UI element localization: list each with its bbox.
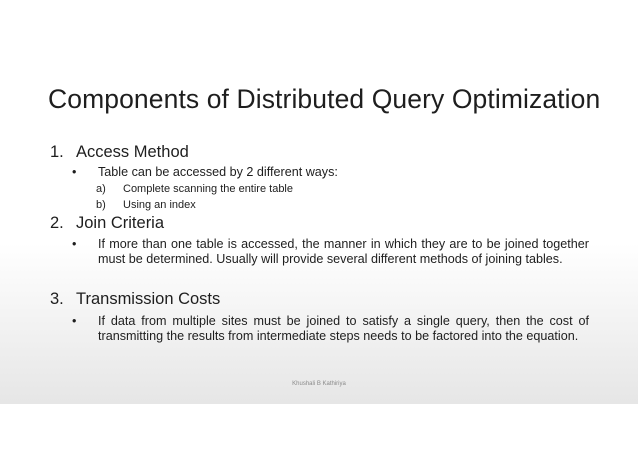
section-number: 3. [50, 290, 64, 308]
section-title: Transmission Costs [76, 290, 221, 308]
section-heading-access-method [50, 143, 189, 162]
section-title: Access Method [76, 143, 189, 161]
subitem-text: Complete scanning the entire table [123, 183, 293, 195]
section-heading-transmission-costs [50, 290, 220, 309]
bullet-text: If more than one table is accessed, the manner in which they are to be joined together must be determined. Usually will provide several different methods of joining tables. [98, 237, 589, 266]
subitem-a [96, 183, 293, 195]
bullet-text: Table can be accessed by 2 different ways: [98, 165, 338, 179]
subitem-marker: b) [96, 199, 106, 211]
bullet-text: If data from multiple sites must be joined to satisfy a single query, then the cost of transmitting the results from intermediate steps needs to be factored into the equation. [98, 314, 589, 343]
bullet-marker: • [72, 165, 77, 179]
slide [0, 47, 638, 404]
bullet-marker: • [72, 314, 77, 328]
subitem-b [96, 199, 196, 211]
subitem-marker: a) [96, 183, 106, 195]
section-title: Join Criteria [76, 214, 165, 232]
bullet-marker: • [72, 237, 77, 251]
section-number: 1. [50, 143, 64, 161]
section-number: 2. [50, 214, 64, 232]
slide-title: Components of Distributed Query Optimization [48, 84, 601, 114]
section-heading-join-criteria [50, 214, 164, 233]
slide-footer: Khushali B Kathiriya [292, 381, 346, 387]
subitem-text: Using an index [123, 199, 196, 211]
